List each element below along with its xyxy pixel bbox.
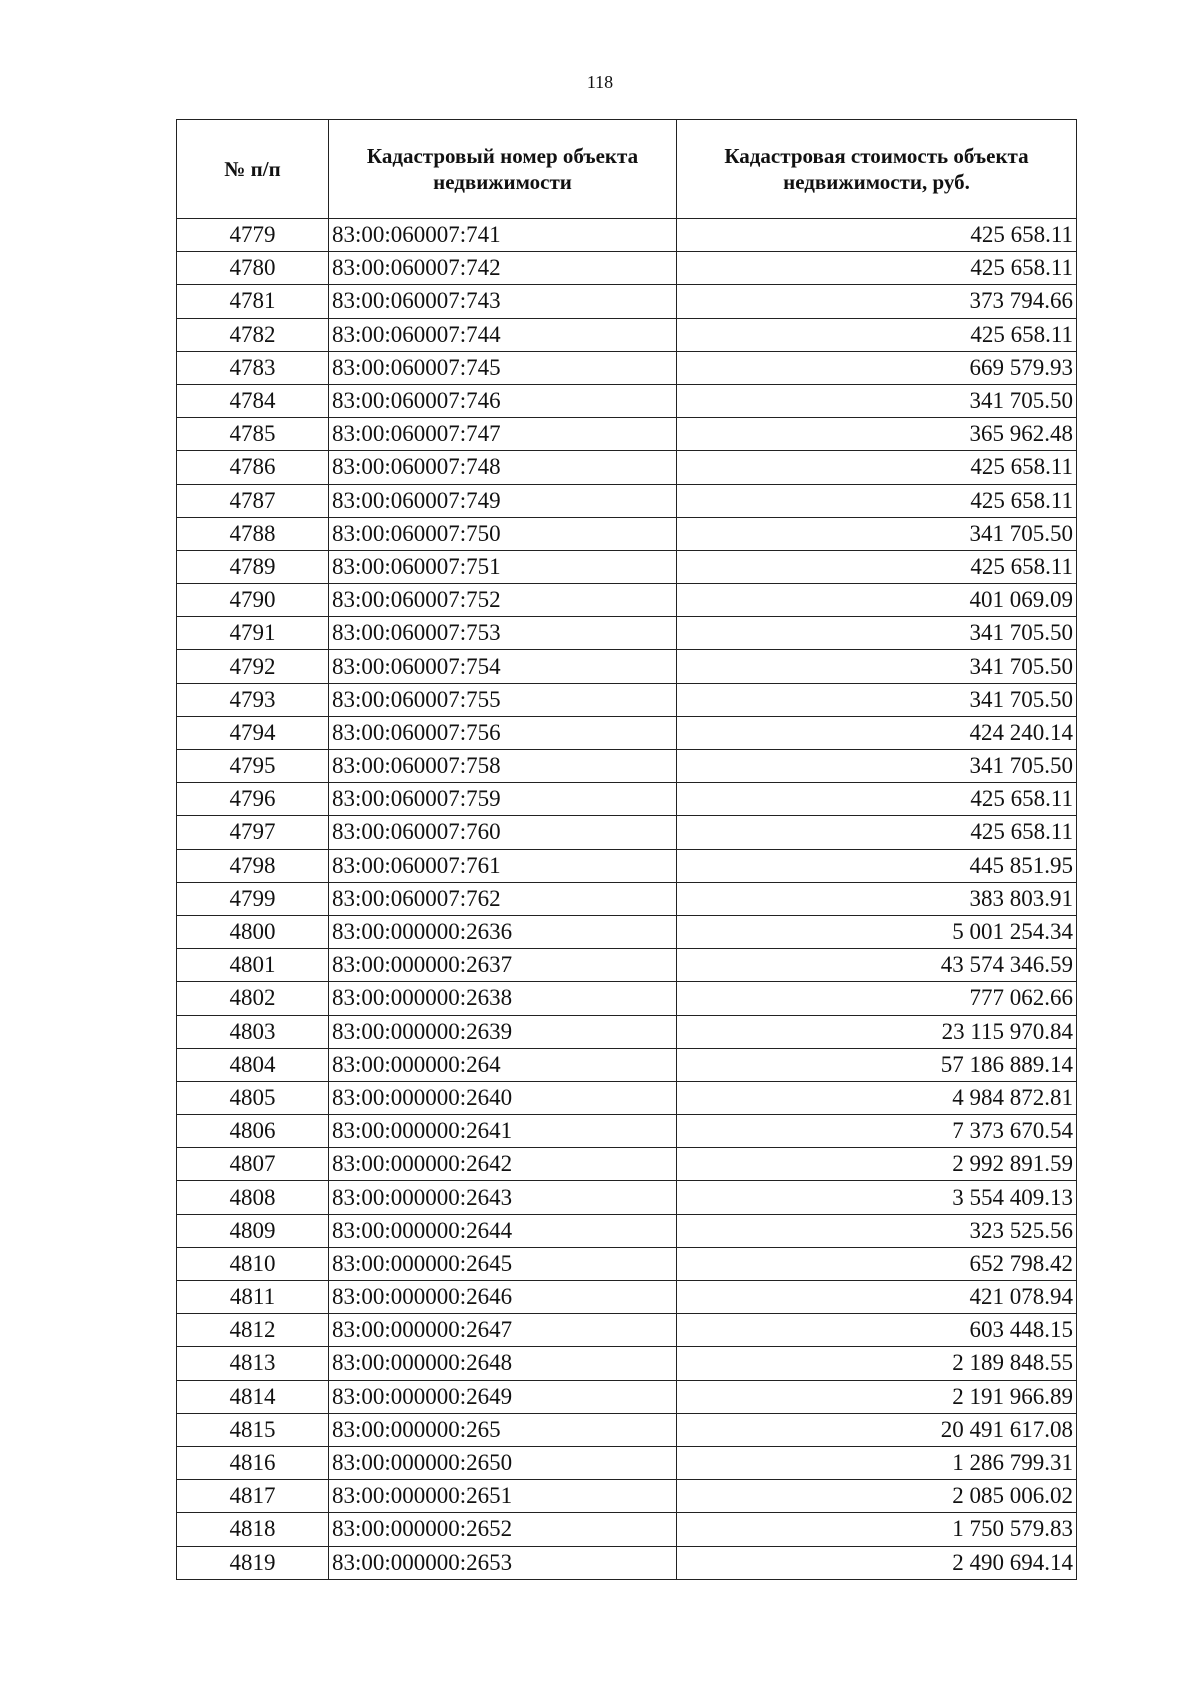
cadastral-value-cell: 2 992 891.59 <box>677 1148 1077 1181</box>
row-number-cell: 4781 <box>177 285 329 318</box>
cadastral-number-cell: 83:00:060007:741 <box>329 219 677 252</box>
row-number-cell: 4782 <box>177 318 329 351</box>
row-number-cell: 4815 <box>177 1413 329 1446</box>
cadastral-number-cell: 83:00:060007:755 <box>329 683 677 716</box>
row-number-cell: 4794 <box>177 716 329 749</box>
table-row <box>177 1214 1077 1247</box>
cadastral-number-cell: 83:00:000000:2652 <box>329 1513 677 1546</box>
table-row <box>177 351 1077 384</box>
table-row <box>177 816 1077 849</box>
cadastral-value-cell: 425 658.11 <box>677 484 1077 517</box>
table-row <box>177 1314 1077 1347</box>
cadastral-value-cell: 2 189 848.55 <box>677 1347 1077 1380</box>
cadastral-value-cell: 323 525.56 <box>677 1214 1077 1247</box>
row-number-cell: 4786 <box>177 451 329 484</box>
table-row <box>177 1115 1077 1148</box>
row-number-cell: 4795 <box>177 750 329 783</box>
cadastral-number-cell: 83:00:060007:753 <box>329 617 677 650</box>
table-row <box>177 1281 1077 1314</box>
row-number-cell: 4791 <box>177 617 329 650</box>
table-row <box>177 1546 1077 1579</box>
table-row <box>177 1081 1077 1114</box>
cadastral-value-cell: 383 803.91 <box>677 882 1077 915</box>
table-row <box>177 1048 1077 1081</box>
table-row <box>177 1247 1077 1280</box>
row-number-cell: 4806 <box>177 1115 329 1148</box>
cadastral-number-cell: 83:00:060007:749 <box>329 484 677 517</box>
table-header-row <box>177 120 1077 219</box>
row-number-cell: 4810 <box>177 1247 329 1280</box>
cadastral-value-cell: 425 658.11 <box>677 451 1077 484</box>
row-number-cell: 4800 <box>177 915 329 948</box>
row-number-cell: 4780 <box>177 252 329 285</box>
cadastral-number-cell: 83:00:060007:742 <box>329 252 677 285</box>
row-number-cell: 4785 <box>177 418 329 451</box>
cadastral-value-cell: 43 574 346.59 <box>677 949 1077 982</box>
row-number-cell: 4797 <box>177 816 329 849</box>
row-number-cell: 4808 <box>177 1181 329 1214</box>
cadastral-value-cell: 341 705.50 <box>677 517 1077 550</box>
table-row <box>177 982 1077 1015</box>
table-row <box>177 384 1077 417</box>
row-number-cell: 4813 <box>177 1347 329 1380</box>
row-number-cell: 4812 <box>177 1314 329 1347</box>
cadastral-value-cell: 445 851.95 <box>677 849 1077 882</box>
cadastral-value-cell: 1 750 579.83 <box>677 1513 1077 1546</box>
table-row <box>177 650 1077 683</box>
cadastral-value-cell: 425 658.11 <box>677 783 1077 816</box>
cadastral-number-cell: 83:00:000000:2636 <box>329 915 677 948</box>
cadastral-number-cell: 83:00:000000:2642 <box>329 1148 677 1181</box>
table-row <box>177 517 1077 550</box>
table-row <box>177 550 1077 583</box>
table-row <box>177 1413 1077 1446</box>
table-row <box>177 252 1077 285</box>
row-number-cell: 4784 <box>177 384 329 417</box>
cadastral-value-cell: 365 962.48 <box>677 418 1077 451</box>
table-row <box>177 617 1077 650</box>
cadastral-value-cell: 57 186 889.14 <box>677 1048 1077 1081</box>
row-number-cell: 4811 <box>177 1281 329 1314</box>
row-number-cell: 4818 <box>177 1513 329 1546</box>
row-number-cell: 4804 <box>177 1048 329 1081</box>
cadastral-number-cell: 83:00:000000:2653 <box>329 1546 677 1579</box>
cadastral-value-cell: 341 705.50 <box>677 683 1077 716</box>
row-number-cell: 4809 <box>177 1214 329 1247</box>
cadastral-number-cell: 83:00:000000:2643 <box>329 1181 677 1214</box>
table-row <box>177 1480 1077 1513</box>
cadastral-value-cell: 421 078.94 <box>677 1281 1077 1314</box>
cadastral-value-cell: 401 069.09 <box>677 584 1077 617</box>
row-number-cell: 4805 <box>177 1081 329 1114</box>
row-number-cell: 4779 <box>177 219 329 252</box>
row-number-cell: 4793 <box>177 683 329 716</box>
cadastral-number-cell: 83:00:060007:752 <box>329 584 677 617</box>
table-row <box>177 318 1077 351</box>
row-number-cell: 4796 <box>177 783 329 816</box>
cadastral-value-cell: 603 448.15 <box>677 1314 1077 1347</box>
cadastral-number-cell: 83:00:000000:2650 <box>329 1446 677 1479</box>
cadastral-value-cell: 20 491 617.08 <box>677 1413 1077 1446</box>
cadastral-number-cell: 83:00:060007:762 <box>329 882 677 915</box>
row-number-cell: 4816 <box>177 1446 329 1479</box>
cadastral-value-cell: 4 984 872.81 <box>677 1081 1077 1114</box>
header-cadastral-value: Кадастровая стоимость объекта недвижимости, руб. <box>677 120 1077 219</box>
row-number-cell: 4790 <box>177 584 329 617</box>
row-number-cell: 4803 <box>177 1015 329 1048</box>
cadastral-number-cell: 83:00:000000:264 <box>329 1048 677 1081</box>
table-row <box>177 1015 1077 1048</box>
cadastral-value-cell: 7 373 670.54 <box>677 1115 1077 1148</box>
cadastral-value-table <box>176 119 1077 1580</box>
cadastral-value-cell: 341 705.50 <box>677 384 1077 417</box>
cadastral-number-cell: 83:00:060007:747 <box>329 418 677 451</box>
row-number-cell: 4817 <box>177 1480 329 1513</box>
table-row <box>177 683 1077 716</box>
cadastral-value-cell: 777 062.66 <box>677 982 1077 1015</box>
row-number-cell: 4787 <box>177 484 329 517</box>
table-row <box>177 750 1077 783</box>
cadastral-number-cell: 83:00:000000:2649 <box>329 1380 677 1413</box>
cadastral-number-cell: 83:00:000000:2638 <box>329 982 677 1015</box>
cadastral-number-cell: 83:00:000000:2651 <box>329 1480 677 1513</box>
cadastral-value-cell: 2 191 966.89 <box>677 1380 1077 1413</box>
cadastral-number-cell: 83:00:000000:2644 <box>329 1214 677 1247</box>
row-number-cell: 4792 <box>177 650 329 683</box>
cadastral-value-cell: 425 658.11 <box>677 550 1077 583</box>
row-number-cell: 4819 <box>177 1546 329 1579</box>
cadastral-number-cell: 83:00:000000:2646 <box>329 1281 677 1314</box>
row-number-cell: 4799 <box>177 882 329 915</box>
cadastral-value-cell: 1 286 799.31 <box>677 1446 1077 1479</box>
cadastral-number-cell: 83:00:000000:2648 <box>329 1347 677 1380</box>
cadastral-number-cell: 83:00:000000:265 <box>329 1413 677 1446</box>
cadastral-value-cell: 2 085 006.02 <box>677 1480 1077 1513</box>
row-number-cell: 4802 <box>177 982 329 1015</box>
row-number-cell: 4801 <box>177 949 329 982</box>
table-row <box>177 849 1077 882</box>
table-row <box>177 1446 1077 1479</box>
cadastral-number-cell: 83:00:000000:2639 <box>329 1015 677 1048</box>
cadastral-value-cell: 425 658.11 <box>677 252 1077 285</box>
table-row <box>177 285 1077 318</box>
table-row <box>177 915 1077 948</box>
row-number-cell: 4807 <box>177 1148 329 1181</box>
table-body <box>177 219 1077 1580</box>
cadastral-value-cell: 373 794.66 <box>677 285 1077 318</box>
table-row <box>177 219 1077 252</box>
cadastral-number-cell: 83:00:060007:746 <box>329 384 677 417</box>
cadastral-number-cell: 83:00:060007:754 <box>329 650 677 683</box>
cadastral-number-cell: 83:00:000000:2637 <box>329 949 677 982</box>
cadastral-value-cell: 2 490 694.14 <box>677 1546 1077 1579</box>
cadastral-value-cell: 424 240.14 <box>677 716 1077 749</box>
header-row-number: № п/п <box>177 120 329 219</box>
cadastral-value-cell: 341 705.50 <box>677 617 1077 650</box>
table-row <box>177 783 1077 816</box>
cadastral-number-cell: 83:00:060007:756 <box>329 716 677 749</box>
cadastral-table-container <box>176 119 1076 1580</box>
cadastral-number-cell: 83:00:000000:2645 <box>329 1247 677 1280</box>
cadastral-number-cell: 83:00:060007:748 <box>329 451 677 484</box>
row-number-cell: 4814 <box>177 1380 329 1413</box>
table-row <box>177 1347 1077 1380</box>
table-row <box>177 1380 1077 1413</box>
cadastral-value-cell: 652 798.42 <box>677 1247 1077 1280</box>
cadastral-value-cell: 23 115 970.84 <box>677 1015 1077 1048</box>
table-row <box>177 1513 1077 1546</box>
cadastral-value-cell: 341 705.50 <box>677 750 1077 783</box>
cadastral-number-cell: 83:00:060007:759 <box>329 783 677 816</box>
table-row <box>177 1181 1077 1214</box>
cadastral-number-cell: 83:00:000000:2640 <box>329 1081 677 1114</box>
cadastral-number-cell: 83:00:060007:743 <box>329 285 677 318</box>
table-row <box>177 418 1077 451</box>
cadastral-number-cell: 83:00:060007:744 <box>329 318 677 351</box>
table-row <box>177 1148 1077 1181</box>
page-number: 118 <box>586 72 614 92</box>
cadastral-number-cell: 83:00:000000:2641 <box>329 1115 677 1148</box>
row-number-cell: 4788 <box>177 517 329 550</box>
cadastral-number-cell: 83:00:060007:751 <box>329 550 677 583</box>
row-number-cell: 4789 <box>177 550 329 583</box>
cadastral-value-cell: 669 579.93 <box>677 351 1077 384</box>
table-row <box>177 484 1077 517</box>
cadastral-number-cell: 83:00:060007:750 <box>329 517 677 550</box>
cadastral-value-cell: 5 001 254.34 <box>677 915 1077 948</box>
header-cadastral-number: Кадастровый номер объекта недвижимости <box>329 120 677 219</box>
cadastral-value-cell: 425 658.11 <box>677 816 1077 849</box>
cadastral-value-cell: 3 554 409.13 <box>677 1181 1077 1214</box>
row-number-cell: 4783 <box>177 351 329 384</box>
cadastral-value-cell: 341 705.50 <box>677 650 1077 683</box>
cadastral-number-cell: 83:00:000000:2647 <box>329 1314 677 1347</box>
table-row <box>177 584 1077 617</box>
table-row <box>177 716 1077 749</box>
table-row <box>177 882 1077 915</box>
cadastral-number-cell: 83:00:060007:758 <box>329 750 677 783</box>
table-row <box>177 451 1077 484</box>
cadastral-number-cell: 83:00:060007:761 <box>329 849 677 882</box>
table-row <box>177 949 1077 982</box>
row-number-cell: 4798 <box>177 849 329 882</box>
cadastral-value-cell: 425 658.11 <box>677 219 1077 252</box>
cadastral-number-cell: 83:00:060007:745 <box>329 351 677 384</box>
cadastral-number-cell: 83:00:060007:760 <box>329 816 677 849</box>
cadastral-value-cell: 425 658.11 <box>677 318 1077 351</box>
